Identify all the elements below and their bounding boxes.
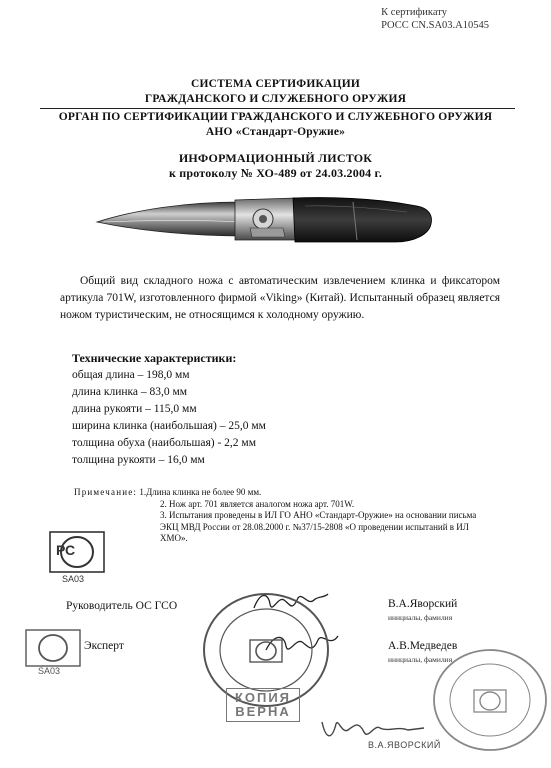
header-organization-name: АНО «Стандарт-Оружие» [205, 126, 346, 138]
certificate-reference-number: РОСС CN.SA03.A10545 [381, 20, 489, 31]
spec-item: общая длина – 198,0 мм [72, 369, 190, 381]
document-subtitle: к протоколу № ХО-489 от 24.03.2004 г. [168, 166, 383, 180]
note-2: 2. Нож арт. 701 является аналогом ножа арт. 701W. [160, 498, 355, 509]
spec-item: ширина клинка (наибольшая) – 25,0 мм [72, 420, 266, 432]
expert-role: Эксперт [84, 640, 124, 652]
certificate-reference [381, 6, 489, 32]
knife-photo [95, 192, 435, 256]
certification-mark-code: SA03 [62, 574, 85, 584]
certificate-reference-line1: К сертификату [381, 7, 447, 18]
technical-specs [72, 350, 266, 469]
spec-item: толщина рукояти – 16,0 мм [72, 454, 205, 466]
header-divider [40, 108, 515, 109]
head-name-caption: инициалы, фамилия [388, 613, 453, 622]
notes-label: Примечание: [74, 487, 138, 497]
header-system-title: СИСТЕМА СЕРТИФИКАЦИИ [191, 78, 360, 90]
description-paragraph: Общий вид складного ножа с автоматическим извлечением клинка и фиксатором артикула 701W, изготовленного фирмой «Viking» (Китай). Испытанный образец является ножом туристическим, не относящимся к холодному оружию. [60, 275, 500, 321]
copy-stamp-line1: КОПИЯ [234, 690, 292, 705]
expert-name-caption: инициалы, фамилия [388, 655, 453, 664]
expert-name: А.В.Медведев [388, 640, 458, 652]
bottom-signature-name: В.А.ЯВОРСКИЙ [368, 740, 441, 750]
notes-block [74, 487, 476, 545]
note-3-line3: ХМО». [160, 533, 188, 543]
spec-item: толщина обуха (наибольшая) - 2,2 мм [72, 437, 256, 449]
document-title: ИНФОРМАЦИОННЫЙ ЛИСТОК [178, 151, 373, 165]
head-name: В.А.Яворский [388, 598, 458, 610]
header-system-subtitle: ГРАЖДАНСКОГО И СЛУЖЕБНОГО ОРУЖИЯ [144, 93, 407, 105]
spec-item: длина рукояти – 115,0 мм [72, 403, 197, 415]
certification-mark-2-code: SA03 [38, 666, 61, 676]
certification-mark-letters: РС [56, 542, 76, 558]
certification-mark-2-icon [24, 628, 82, 668]
header-organ-title: ОРГАН ПО СЕРТИФИКАЦИИ ГРАЖДАНСКОГО И СЛУЖЕБНОГО ОРУЖИЯ [58, 111, 493, 123]
note-3-line1: 3. Испытания проведены в ИЛ ГО АНО «Стандарт-Оружие» на основании письма [160, 510, 477, 520]
note-3-line2: ЭКЦ МВД России от 28.08.2000 г. №37/15-2808 «О проведении испытаний в ИЛ [160, 521, 469, 532]
copy-verified-stamp [226, 688, 300, 722]
specs-title: Технические характеристики: [72, 351, 237, 365]
round-seal-stamp-right [428, 642, 548, 752]
head-role: Руководитель ОС ГСО [66, 600, 178, 612]
spec-item: длина клинка – 83,0 мм [72, 386, 188, 398]
copy-stamp-line2: ВЕРНА [235, 704, 291, 719]
certification-mark-2 [24, 628, 82, 680]
note-1: 1.Длина клинка не более 90 мм. [139, 487, 262, 497]
certification-mark [48, 530, 106, 590]
